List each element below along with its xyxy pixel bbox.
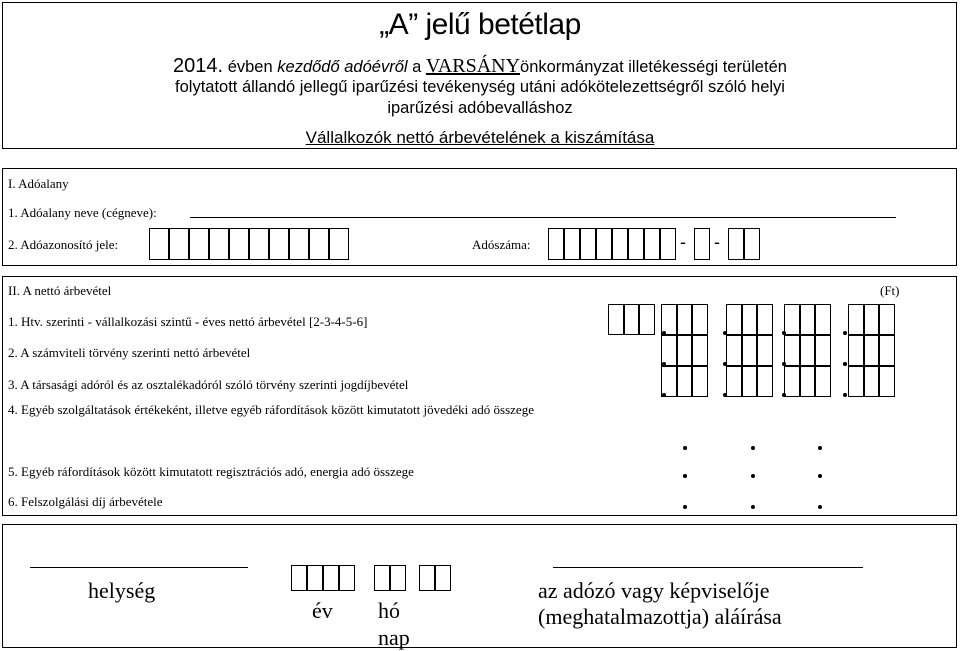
month-label: hó xyxy=(378,598,400,623)
tax-number-digit-cell[interactable] xyxy=(644,228,660,260)
amount-digit-cell[interactable] xyxy=(879,335,895,366)
place-line[interactable] xyxy=(30,567,248,568)
date-year-digit-cell[interactable] xyxy=(307,565,323,591)
tax-id-digit-cell[interactable] xyxy=(229,228,249,260)
amount-digit-cell[interactable] xyxy=(848,366,864,397)
tax-id-digit-cell[interactable] xyxy=(169,228,189,260)
date-year-digit-cell[interactable] xyxy=(339,565,355,591)
thousands-separator-dot xyxy=(662,393,666,397)
amount-digit-cell[interactable] xyxy=(639,304,655,335)
amount-digit-cell[interactable] xyxy=(864,304,880,335)
date-year-digit-cell[interactable] xyxy=(323,565,339,591)
thousands-separator-dot xyxy=(843,393,847,397)
tax-id-digit-cell[interactable] xyxy=(249,228,269,260)
date-year-digit-cell[interactable] xyxy=(291,565,307,591)
amount-digit-cell[interactable] xyxy=(848,304,864,335)
header-line-2: folytatott állandó jellegű iparűzési tevékenység utáni adókötelezettségről szóló helyi xyxy=(175,78,785,96)
signer-label-line-2: (meghatalmazottja) aláírása xyxy=(538,604,782,629)
thousands-separator-dot xyxy=(751,505,755,509)
thousands-separator-dot xyxy=(843,362,847,366)
tax-id-digit-cell[interactable] xyxy=(269,228,289,260)
amount-digit-cell[interactable] xyxy=(757,304,773,335)
tax-id-digit-cell[interactable] xyxy=(209,228,229,260)
tax-number-digit-cell[interactable] xyxy=(660,228,676,260)
currency-unit: (Ft) xyxy=(880,283,900,298)
tax-number-digit-cell[interactable] xyxy=(694,228,710,260)
amount-digit-cell[interactable] xyxy=(677,335,693,366)
amount-digit-cell[interactable] xyxy=(800,335,816,366)
amount-digit-cell[interactable] xyxy=(815,366,831,397)
amount-digit-cell[interactable] xyxy=(726,335,742,366)
amount-digit-cell[interactable] xyxy=(757,366,773,397)
thousands-separator-dot xyxy=(843,331,847,335)
revenue-row-5-label: 5. Egyéb ráfordítások között kimutatott regisztrációs adó, energia adó összege xyxy=(8,464,414,479)
tax-id-digit-cell[interactable] xyxy=(189,228,209,260)
amount-digit-cell[interactable] xyxy=(800,366,816,397)
day-label: nap xyxy=(378,625,410,650)
amount-digit-cell[interactable] xyxy=(677,366,693,397)
section-taxpayer-heading: I. Adóalany xyxy=(8,176,69,191)
amount-digit-cell[interactable] xyxy=(726,304,742,335)
thousands-separator-dot xyxy=(751,474,755,478)
amount-digit-cell[interactable] xyxy=(757,335,773,366)
header-line-3: iparűzési adóbevalláshoz xyxy=(387,99,573,117)
tax-number-digit-cell[interactable] xyxy=(548,228,564,260)
tax-number-label: Adószáma: xyxy=(472,237,531,252)
section-revenue-heading: II. A nettó árbevétel xyxy=(8,283,112,298)
taxpayer-name-field[interactable] xyxy=(190,217,896,218)
tax-id-label: 2. Adóazonosító jele: xyxy=(8,237,119,252)
thousands-separator-dot xyxy=(818,474,822,478)
taxpayer-name-label: 1. Adóalany neve (cégneve): xyxy=(8,205,157,220)
amount-digit-cell[interactable] xyxy=(677,304,693,335)
amount-digit-cell[interactable] xyxy=(742,366,758,397)
tax-number-digit-cell[interactable] xyxy=(612,228,628,260)
thousands-separator-dot xyxy=(751,446,755,450)
tax-number-digit-cell[interactable] xyxy=(596,228,612,260)
tax-number-digit-cell[interactable] xyxy=(564,228,580,260)
tax-number-dash-2: - xyxy=(714,232,720,252)
header-line-1: 2014. évben kezdődő adóévről a VARSÁNYönkormányzat illetékességi területén xyxy=(173,55,787,77)
tax-number-dash-1: - xyxy=(680,232,686,252)
amount-digit-cell[interactable] xyxy=(800,304,816,335)
tax-id-digit-cell[interactable] xyxy=(329,228,349,260)
amount-digit-cell[interactable] xyxy=(815,335,831,366)
date-day-digit-cell[interactable] xyxy=(419,565,435,591)
amount-digit-cell[interactable] xyxy=(879,304,895,335)
amount-digit-cell[interactable] xyxy=(784,366,800,397)
amount-digit-cell[interactable] xyxy=(692,335,708,366)
signer-label-line-1: az adózó vagy képviselője xyxy=(538,578,770,603)
date-day-digit-cell[interactable] xyxy=(435,565,451,591)
thousands-separator-dot xyxy=(683,446,687,450)
thousands-separator-dot xyxy=(818,446,822,450)
amount-digit-cell[interactable] xyxy=(815,304,831,335)
date-month-digit-cell[interactable] xyxy=(374,565,390,591)
tax-number-digit-cell[interactable] xyxy=(744,228,760,260)
amount-digit-cell[interactable] xyxy=(848,335,864,366)
tax-number-digit-cell[interactable] xyxy=(628,228,644,260)
thousands-separator-dot xyxy=(782,393,786,397)
revenue-row-4-label: 4. Egyéb szolgáltatások értékeként, illetve egyéb ráfordítások között kimutatott jövedéki adó összege xyxy=(8,402,534,417)
amount-digit-cell[interactable] xyxy=(726,366,742,397)
amount-digit-cell[interactable] xyxy=(692,366,708,397)
thousands-separator-dot xyxy=(683,505,687,509)
amount-digit-cell[interactable] xyxy=(784,304,800,335)
municipality-name: VARSÁNY xyxy=(425,55,521,77)
place-label: helység xyxy=(88,578,156,603)
tax-number-digit-cell[interactable] xyxy=(580,228,596,260)
revenue-row-2-label: 2. A számviteli törvény szerinti nettó árbevétel xyxy=(8,345,251,360)
amount-digit-cell[interactable] xyxy=(879,366,895,397)
year-label: év xyxy=(312,598,333,623)
revenue-row-6-label: 6. Felszolgálási díj árbevétele xyxy=(8,494,163,509)
tax-number-digit-cell[interactable] xyxy=(728,228,744,260)
amount-digit-cell[interactable] xyxy=(864,366,880,397)
amount-digit-cell[interactable] xyxy=(784,335,800,366)
revenue-row-3-label: 3. A társasági adóról és az osztalékadóról szóló törvény szerinti jogdíjbevétel xyxy=(8,377,409,392)
amount-digit-cell[interactable] xyxy=(742,304,758,335)
amount-digit-cell[interactable] xyxy=(624,304,640,335)
form-title: „A” jelű betétlap xyxy=(379,8,581,41)
date-month-digit-cell[interactable] xyxy=(390,565,406,591)
tax-id-digit-cell[interactable] xyxy=(149,228,169,260)
thousands-separator-dot xyxy=(723,393,727,397)
tax-id-digit-cell[interactable] xyxy=(309,228,329,260)
amount-digit-cell[interactable] xyxy=(692,304,708,335)
tax-id-digit-cell[interactable] xyxy=(289,228,309,260)
thousands-separator-dot xyxy=(818,505,822,509)
amount-digit-cell[interactable] xyxy=(864,335,880,366)
thousands-separator-dot xyxy=(683,474,687,478)
signature-line[interactable] xyxy=(553,567,863,568)
amount-digit-cell[interactable] xyxy=(608,304,624,335)
form-subtitle: Vállalkozók nettó árbevételének a kiszámítása xyxy=(305,128,655,147)
amount-digit-cell[interactable] xyxy=(742,335,758,366)
year-value: 2014. xyxy=(173,55,224,77)
revenue-row-1-label: 1. Htv. szerinti - vállalkozási szintű - éves nettó árbevétel [2-3-4-5-6] xyxy=(8,314,368,329)
